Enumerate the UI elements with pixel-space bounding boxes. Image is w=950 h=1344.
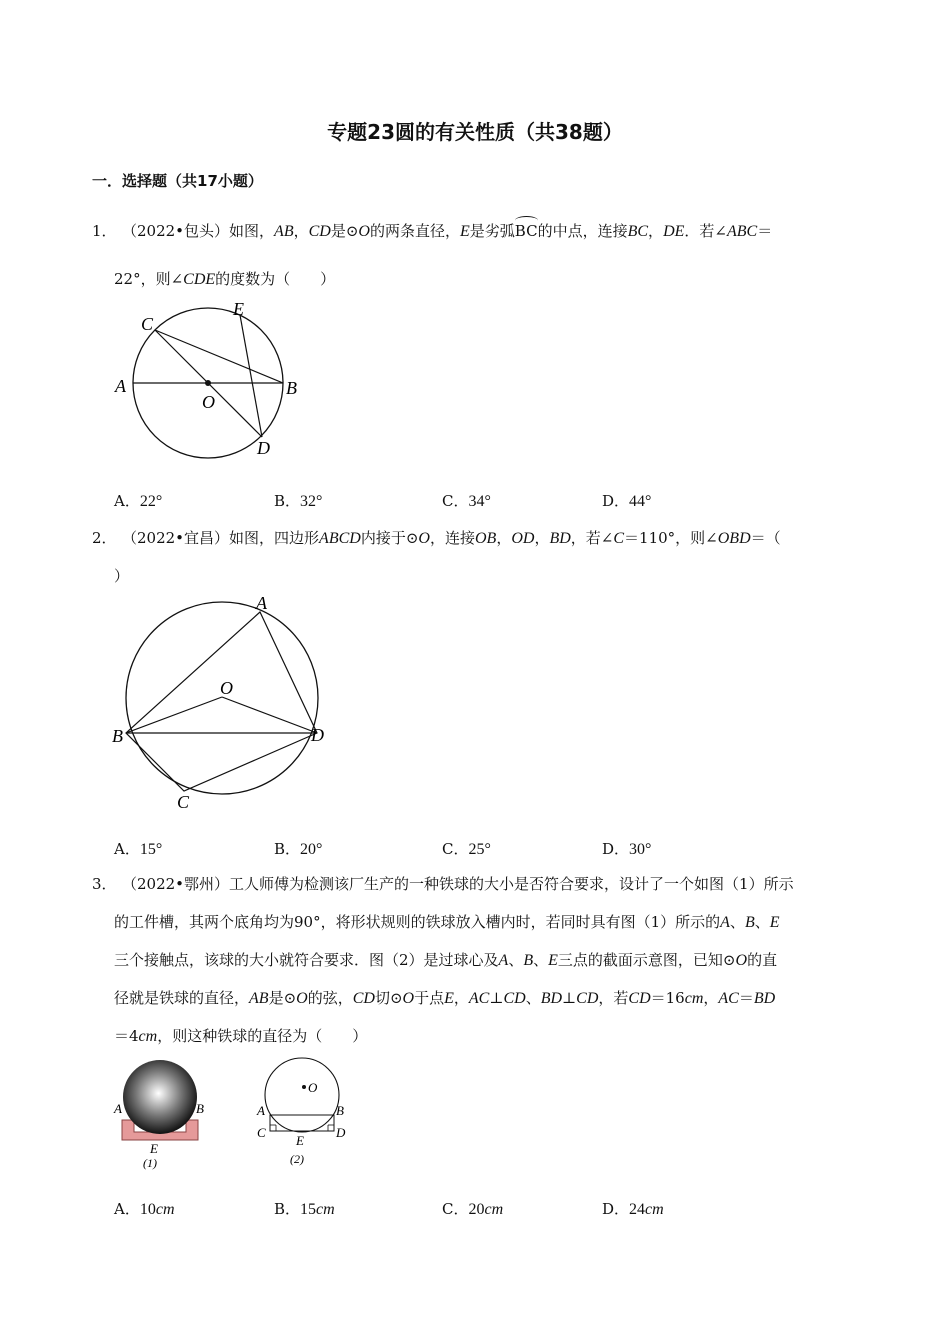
q2-figure (105, 590, 335, 815)
q3-fig1-label-a: A (114, 1101, 122, 1116)
q3-option-c[interactable]: C．20cm (442, 1200, 504, 1218)
q1-stem-line1: （2022•包头）如图，AB，CD是⊙O的两条直径，E是劣弧BC的中点，连接BC，DE．若∠ABC＝ (122, 222, 773, 240)
q3-fig2-caption: (2) (290, 1152, 304, 1166)
q3-stem-line4: 径就是铁球的直径，AB是⊙O的弦，CD切⊙O于点E，AC⊥CD、BD⊥CD，若CD＝16cm，AC＝BD (114, 989, 776, 1007)
arc-bc: BC (514, 222, 538, 240)
q1-center-dot (205, 380, 211, 386)
page-title: 专题23圆的有关性质（共38题） (327, 120, 623, 144)
q3-fig2-label-b: B (336, 1103, 344, 1118)
q2-stem-line1: （2022•宜昌）如图，四边形ABCD内接于⊙O，连接OB，OD，BD，若∠C＝110°，则∠OBD＝（ (122, 529, 781, 547)
q1-number: 1． (92, 222, 117, 240)
q3-fig2-label-d: D (336, 1125, 346, 1140)
q1-label-a: A (115, 376, 126, 396)
q2-label-d: D (311, 725, 324, 745)
q3-fig1-caption: (1) (143, 1156, 157, 1170)
q2-option-a[interactable]: A．15° (114, 840, 163, 858)
q3-fig2-label-e: E (296, 1133, 304, 1148)
q3-number: 3． (92, 875, 117, 893)
q2-option-c[interactable]: C．25° (442, 840, 491, 858)
q1-label-c: C (141, 314, 154, 334)
q2-option-d[interactable]: D．30° (602, 840, 652, 858)
q3-option-b[interactable]: B．15cm (274, 1200, 335, 1218)
q3-figure-1 (110, 1055, 220, 1173)
q2-number: 2． (92, 529, 117, 547)
q3-stem-line3: 三个接触点，该球的大小就符合要求．图（2）是过球心及A、B、E三点的截面示意图，已知⊙O的直 (114, 951, 778, 969)
q3-stem-line5: ＝4cm，则这种铁球的直径为（ ） (114, 1027, 368, 1045)
q3-fig2-center-dot (302, 1085, 306, 1089)
q2-circle (126, 602, 318, 794)
q3-figure-2 (252, 1055, 362, 1173)
q2-option-b[interactable]: B．20° (274, 840, 323, 858)
q2-stem-line2: ） (114, 567, 130, 585)
q3-stem-line2: 的工件槽，其两个底角均为90°，将形状规则的铁球放入槽内时，若同时具有图（1）所示的A、B、E (114, 913, 780, 931)
q1-option-b[interactable]: B．32° (274, 492, 323, 510)
q3-fig1-label-b: B (196, 1101, 204, 1116)
q1-figure (105, 295, 315, 465)
q2-segment-ob (126, 697, 222, 733)
q3-fig2-groove (270, 1115, 334, 1131)
q2-label-b: B (112, 726, 123, 746)
q1-option-a[interactable]: A．22° (114, 492, 163, 510)
q1-chord-cb (155, 330, 283, 383)
q3-fig2-label-c: C (257, 1125, 266, 1140)
q3-fig1-label-e: E (150, 1141, 158, 1156)
q2-label-c: C (177, 792, 190, 812)
q3-option-a[interactable]: A．10cm (114, 1200, 175, 1218)
q1-option-c[interactable]: C．34° (442, 492, 491, 510)
q3-fig2-label-a: A (257, 1103, 265, 1118)
q2-quadrilateral (126, 612, 317, 791)
q1-label-e: E (233, 299, 244, 319)
q3-fig1-ball (123, 1060, 197, 1134)
q1-label-b: B (286, 378, 297, 398)
q3-fig2-circle (265, 1058, 339, 1132)
q1-label-o: O (202, 392, 215, 412)
q2-label-a: A (256, 593, 267, 613)
q1-option-d[interactable]: D．44° (602, 492, 652, 510)
q2-label-o: O (220, 678, 233, 698)
q3-stem-line1: （2022•鄂州）工人师傅为检测该厂生产的一种铁球的大小是否符合要求，设计了一个如图（1）所示 (122, 875, 794, 893)
q3-fig2-label-o: O (308, 1080, 318, 1095)
q1-label-d: D (257, 438, 270, 458)
section-heading: 一．选择题（共17小题） (92, 172, 263, 190)
q3-option-d[interactable]: D．24cm (602, 1200, 664, 1218)
q1-stem-line2: 22°，则∠CDE的度数为（ ） (114, 270, 336, 288)
